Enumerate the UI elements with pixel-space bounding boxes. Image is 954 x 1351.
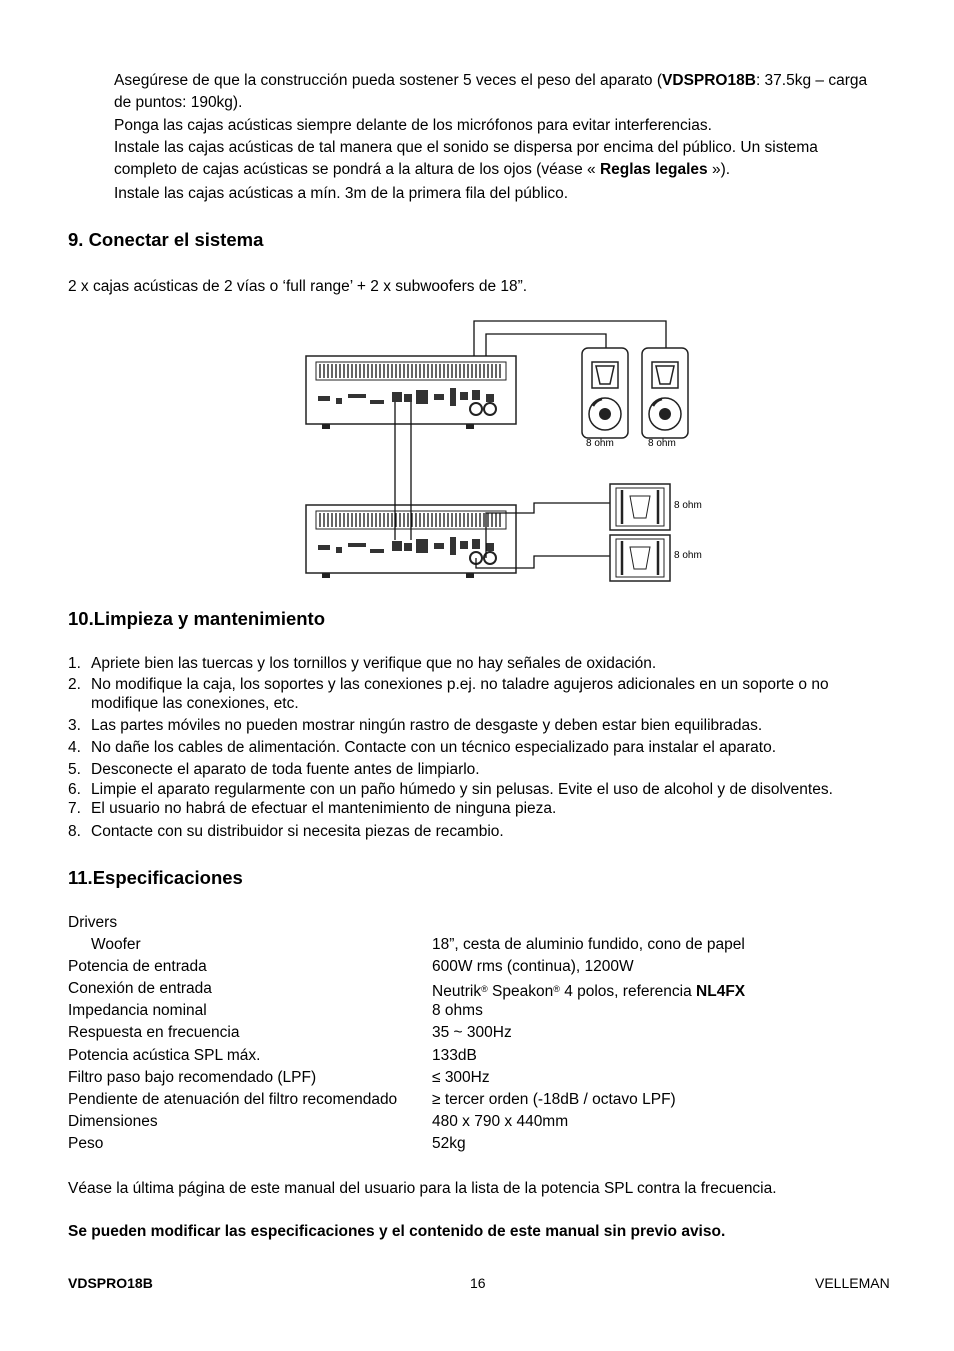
intro-line-6: Instale las cajas acústicas a mín. 3m de la primera fila del público. (114, 185, 569, 202)
list-item: 8. Contacte con su distribuidor si necesita piezas de recambio. (68, 823, 504, 840)
connection-diagram (300, 318, 710, 586)
spec-value: ≥ tercer orden (-18dB / octavo LPF) (432, 1091, 676, 1108)
spec-value: 133dB (432, 1047, 477, 1064)
spec-note: Véase la última página de este manual del usuario para la lista de la potencia SPL contra la frecuencia. (68, 1180, 777, 1197)
label-fullrange-left: 8 ohm (586, 438, 614, 449)
spec-label: Peso (68, 1135, 104, 1152)
label-sub-bottom: 8 ohm (674, 550, 702, 561)
spec-drivers-label: Drivers (68, 914, 118, 931)
spec-value: 52kg (432, 1135, 466, 1152)
label-sub-top: 8 ohm (674, 500, 702, 511)
spec-label: Conexión de entrada (68, 980, 212, 997)
spec-value: Neutrik® Speakon® 4 polos, referencia NL4FX (432, 983, 746, 1000)
list-item: 6. Limpie el aparato regularmente con un paño húmedo y sin pelusas. Evite el uso de alcohol y de disolventes. (68, 781, 833, 798)
spec-label: Respuesta en frecuencia (68, 1024, 240, 1041)
spec-value: 600W rms (continua), 1200W (432, 958, 634, 975)
spec-label: Impedancia nominal (68, 1002, 207, 1019)
list-item: 1. Apriete bien las tuercas y los tornillos y verifique que no hay señales de oxidación. (68, 655, 657, 672)
intro-line-2: de puntos: 190kg). (114, 94, 243, 111)
spec-label: Pendiente de atenuación del filtro recomendado (68, 1091, 398, 1108)
fullrange-speaker-right (642, 348, 688, 438)
list-item: 7. El usuario no habrá de efectuar el mantenimiento de ninguna pieza. (68, 800, 557, 817)
spec-label: Filtro paso bajo recomendado (LPF) (68, 1069, 317, 1086)
fullrange-speaker-left (582, 348, 628, 438)
list-item: 5. Desconecte el aparato de toda fuente antes de limpiarlo. (68, 761, 480, 778)
label-fullrange-right: 8 ohm (648, 438, 676, 449)
spec-value: 8 ohms (432, 1002, 483, 1019)
intro-line-1: Asegúrese de que la construcción pueda sostener 5 veces el peso del aparato (VDSPRO18B: 37.5kg – carga (114, 72, 868, 89)
spec-value: 35 ~ 300Hz (432, 1024, 512, 1041)
intro-line-3: Ponga las cajas acústicas siempre delante de los micrófonos para evitar interferencias. (114, 117, 712, 134)
list-item: 3. Las partes móviles no pueden mostrar ningún rastro de desgaste y deben estar bien equilibradas. (68, 717, 763, 734)
section-9-heading: 9. Conectar el sistema (68, 229, 264, 250)
footer-model: VDSPRO18B (68, 1275, 153, 1291)
spec-woofer-value: 18”, cesta de aluminio fundido, cono de papel (432, 936, 745, 953)
spec-label: Potencia acústica SPL máx. (68, 1047, 261, 1064)
footer-page-number: 16 (470, 1275, 486, 1291)
list-item-continuation: modifique las conexiones, etc. (91, 695, 299, 712)
subwoofer-top (610, 484, 670, 530)
spec-value: 480 x 790 x 440mm (432, 1113, 569, 1130)
section-9-text: 2 x cajas acústicas de 2 vías o ‘full range’ + 2 x subwoofers de 18”. (68, 278, 528, 295)
list-item: 4. No dañe los cables de alimentación. Contacte con un técnico especializado para instalar el aparato. (68, 739, 777, 756)
spec-notice: Se pueden modificar las especificaciones y el contenido de este manual sin previo aviso. (68, 1223, 726, 1240)
spec-value: ≤ 300Hz (432, 1069, 490, 1086)
intro-line-4: Instale las cajas acústicas de tal manera que el sonido se dispersa por encima del público. Un sistema (114, 139, 818, 156)
section-10-heading: 10.Limpieza y mantenimiento (68, 608, 326, 629)
section-11-heading: 11.Especificaciones (68, 867, 243, 888)
spec-woofer-label: Woofer (91, 936, 141, 953)
footer-brand: VELLEMAN (815, 1275, 890, 1291)
list-item: 2. No modifique la caja, los soportes y las conexiones p.ej. no taladre agujeros adicionales en un soporte o no (68, 676, 829, 693)
intro-line-5: completo de cajas acústicas se pondrá a la altura de los ojos (véase « Reglas legales »). (114, 161, 731, 178)
spec-label: Dimensiones (68, 1113, 158, 1130)
subwoofer-bottom (610, 535, 670, 581)
spec-label: Potencia de entrada (68, 958, 207, 975)
